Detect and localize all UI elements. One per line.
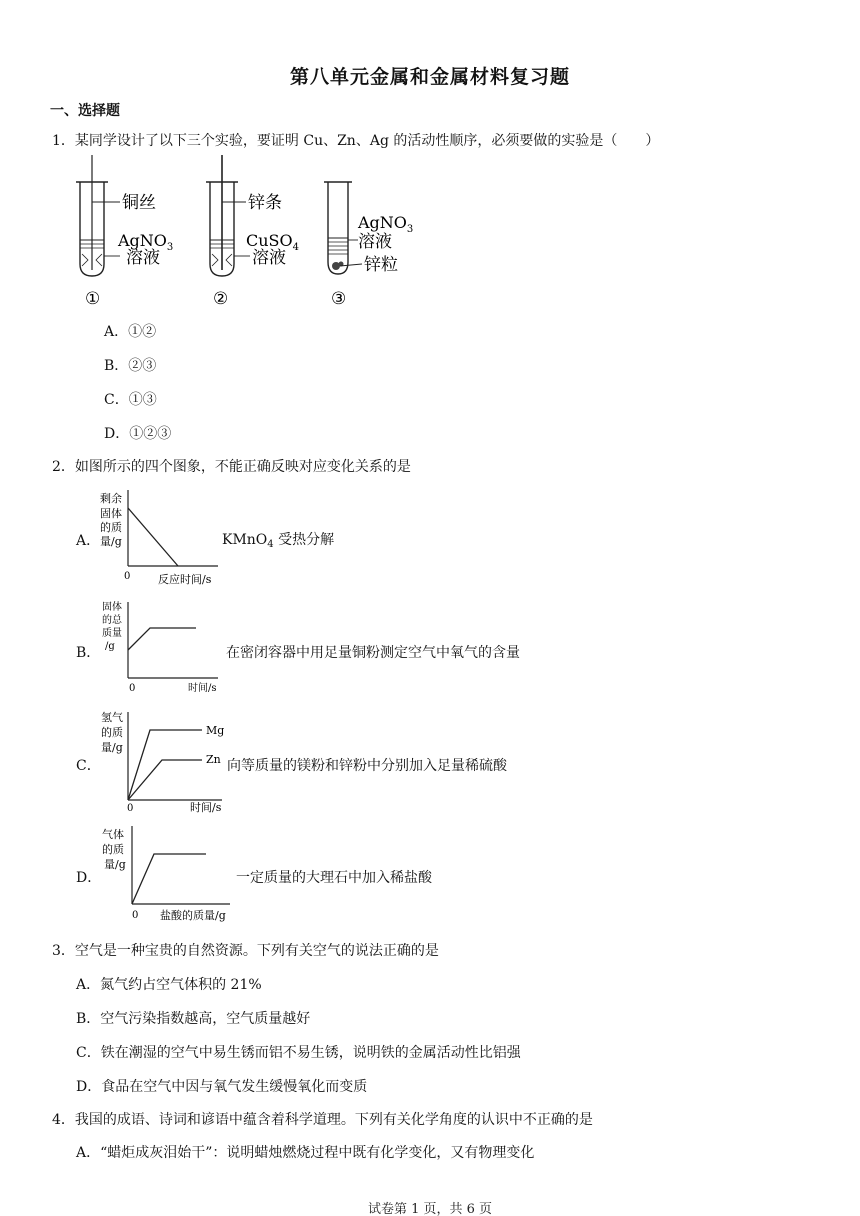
svg-text:反应时间/s: 反应时间/s (158, 573, 212, 586)
question-3-stem: 3．空气是一种宝贵的自然资源。下列有关空气的说法正确的是 (52, 943, 439, 959)
svg-text:气体: 气体 (102, 828, 124, 841)
svg-text:氢气: 氢气 (101, 711, 123, 724)
svg-text:的质: 的质 (100, 521, 122, 534)
graph-a (96, 486, 226, 588)
section-heading: 一、选择题 (50, 103, 120, 119)
tube-1-wire-label: 铜丝 (122, 193, 156, 213)
q3-option-b[interactable]: B．空气污染指数越高，空气质量越好 (76, 1011, 311, 1027)
svg-text:Mg: Mg (206, 724, 225, 737)
svg-text:AgNO3: AgNO$_3$ (118, 231, 174, 253)
q2-option-c[interactable]: C． (76, 758, 101, 774)
tube-3-number: ③ (331, 289, 347, 309)
q1-option-a[interactable]: A．①② (104, 324, 157, 340)
q2-option-a[interactable]: A． (76, 533, 101, 549)
q2-option-d[interactable]: D． (76, 870, 102, 886)
q3-option-c[interactable]: C．铁在潮湿的空气中易生锈而铝不易生锈，说明铁的金属活动性比铝强 (76, 1045, 521, 1061)
svg-text:量/g: 量/g (104, 858, 126, 871)
svg-text:的质: 的质 (102, 843, 124, 856)
tube-2-number: ② (213, 289, 229, 309)
tube-2-solution-label: 溶液 (252, 248, 286, 268)
graph-b (96, 598, 226, 698)
page-footer: 试卷第 1 页，共 6 页 (367, 1202, 493, 1216)
question-4-stem: 4．我国的成语、诗词和谚语中蕴含着科学道理。下列有关化学角度的认识中不正确的是 (52, 1112, 593, 1128)
question-2-stem: 2．如图所示的四个图象，不能正确反映对应变化关系的是 (52, 459, 411, 475)
svg-text:时间/s: 时间/s (188, 683, 217, 694)
tube-1-solution-label: 溶液 (126, 248, 160, 268)
graph-d-description: 一定质量的大理石中加入稀盐酸 (236, 870, 432, 886)
graph-b-description: 在密闭容器中用足量铜粉测定空气中氧气的含量 (226, 645, 520, 661)
svg-text:时间/s: 时间/s (190, 801, 222, 814)
graph-c (96, 708, 230, 814)
svg-text:质量: 质量 (102, 628, 122, 639)
svg-text:剩余: 剩余 (100, 492, 122, 505)
svg-text:0: 0 (132, 910, 139, 921)
graph-d (96, 822, 242, 924)
test-tube-3 (324, 182, 413, 309)
svg-text:的质: 的质 (101, 726, 123, 739)
svg-text:AgNO3: AgNO$_3$ (358, 213, 414, 235)
graph-c-description: 向等质量的镁粉和锌粉中分别加入足量稀硫酸 (227, 758, 507, 774)
svg-text:量/g: 量/g (100, 535, 122, 548)
q1-option-d[interactable]: D．①②③ (104, 426, 172, 442)
question-1-stem: 1．某同学设计了以下三个实验，要证明 Cu、Zn、Ag 的活动性顺序，必须要做的实验是（ ） (52, 133, 660, 149)
q3-option-d[interactable]: D．食品在空气中因与氧气发生缓慢氧化而变质 (76, 1079, 368, 1095)
tube-2-strip-label: 锌条 (248, 193, 282, 213)
svg-text:盐酸的质量/g: 盐酸的质量/g (160, 909, 226, 922)
q1-option-c[interactable]: C．①③ (104, 392, 157, 408)
svg-text:CuSO4: CuSO$_4$ (246, 231, 299, 253)
q2-option-b[interactable]: B． (76, 645, 101, 661)
page-title: 第八单元金属和金属材料复习题 (289, 66, 570, 88)
svg-text:的总: 的总 (102, 615, 122, 626)
svg-text:0: 0 (127, 803, 134, 814)
test-tube-2 (206, 155, 299, 309)
svg-text:0: 0 (129, 683, 136, 694)
series-mg (128, 730, 202, 800)
q3-option-a[interactable]: A．氮气约占空气体积的 21% (76, 977, 262, 993)
svg-text:量/g: 量/g (101, 741, 123, 754)
tube-1-number: ① (85, 289, 101, 309)
q1-option-b[interactable]: B．②③ (104, 358, 157, 374)
tube-3-solution-label: 溶液 (358, 232, 392, 252)
q4-option-a[interactable]: A．“蜡炬成灰泪始干”：说明蜡烛燃烧过程中既有化学变化，又有物理变化 (76, 1145, 535, 1161)
q1-test-tube-figure (70, 152, 450, 317)
svg-text:Zn: Zn (206, 753, 221, 766)
svg-text:/g: /g (105, 641, 115, 652)
tube-3-granule-label: 锌粒 (364, 255, 398, 275)
svg-text:固体: 固体 (100, 507, 122, 520)
graph-a-description: KMnO$_4$ 受热分解 (222, 532, 335, 550)
svg-text:0: 0 (124, 571, 131, 582)
test-tube-1 (76, 155, 173, 309)
svg-text:固体: 固体 (102, 602, 122, 613)
